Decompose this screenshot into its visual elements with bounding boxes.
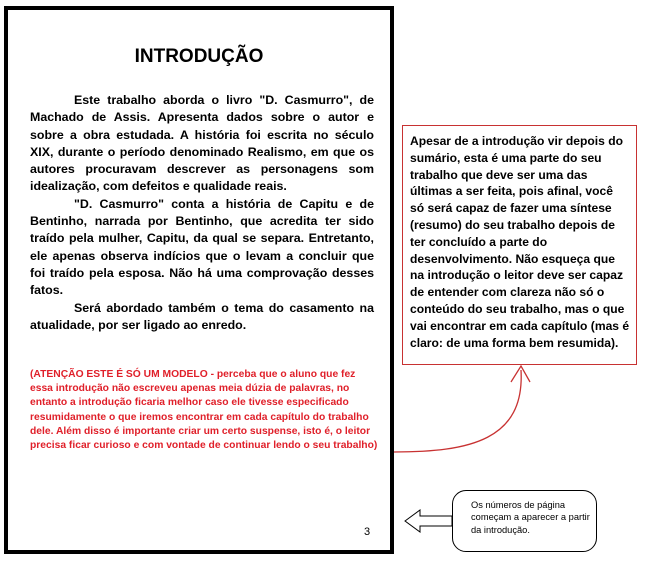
document-page bbox=[4, 6, 394, 554]
intro-paragraph-2: "D. Casmurro" conta a história de Capitu e de Bentinho, narrada por Bentinho, que acredita ter sido traído pela mulher, Capitu, da qual se separa. Entretanto, ele apenas observa indícios que o levam a concluir que foi traído pela esposa. Não há uma comprovação desses fatos. bbox=[30, 196, 374, 298]
page-number: 3 bbox=[364, 526, 371, 538]
page-number-tip-bubble: Os números de página começam a aparecer a partir da introdução. bbox=[452, 490, 597, 552]
page-title: INTRODUÇÃO bbox=[134, 46, 264, 67]
curved-arrow-icon bbox=[394, 366, 530, 452]
introduction-tip-callout: Apesar de a introdução vir depois do sumário, esta é uma parte do seu trabalho que deve ser uma das últimas a ser feita, pois afinal, você só será capaz de fazer uma síntese (resumo) do seu trabalho depois de ter concluído a parte do desenvolvimento. Não esqueça que na introdução o leitor deve ser capaz de entender com clareza não só o conteúdo do seu trabalho, mas o que vai encontrar em cada capítulo (mas é claro: de uma forma bem resumida). bbox=[402, 125, 637, 365]
intro-paragraph-1: Este trabalho aborda o livro "D. Casmurro", de Machado de Assis. Apresenta dados sobre o autor e sobre a obra estudada. A história foi escrita no século XIX, durante o período denominado Realismo, em que os autores procuravam descrever as personagens som idealização, com defeitos e qualidade reais. bbox=[30, 93, 374, 194]
model-warning-note: (ATENÇÃO ESTE É SÓ UM MODELO - perceba que o aluno que fez essa introdução não escreveu apenas meia dúzia de palavras, no entanto a introdução ficaria melhor caso ele tivesse especificado resumidamente o que iremos encontrar em cada capítulo do trabalho dele. Além disso é importante criar um certo suspense, isto é, o leitor precisa ficar curioso e com vontade de continuar lendo o seu trabalho) bbox=[30, 369, 378, 452]
intro-body bbox=[30, 92, 374, 334]
intro-paragraph-3: Será abordado também o tema do casamento na atualidade, por ser ligado ao enredo. bbox=[30, 300, 374, 332]
left-arrow-icon bbox=[405, 510, 452, 532]
